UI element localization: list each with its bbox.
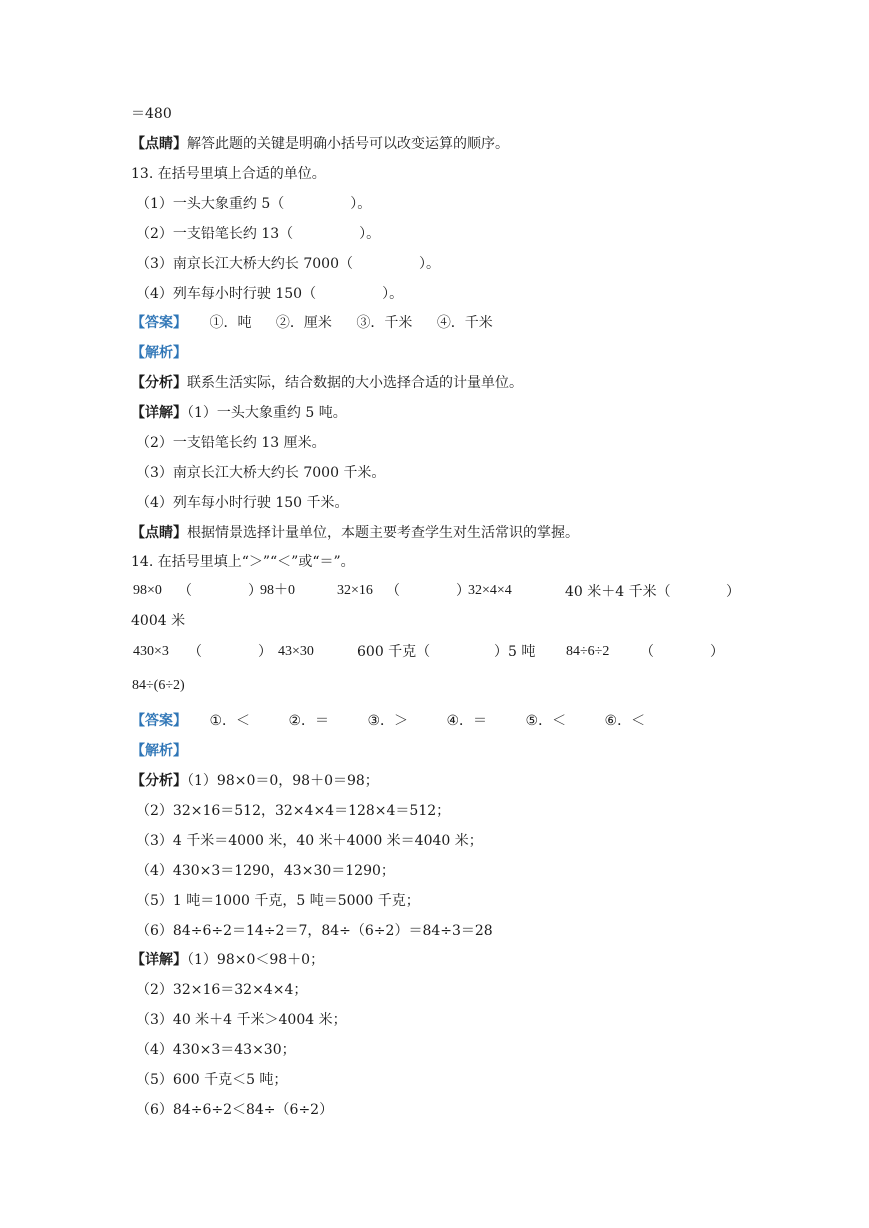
- q13-item-4-post: ）。: [382, 286, 404, 302]
- q14-expr-3-wrap: 4004 米: [131, 613, 186, 629]
- q14-paren-4-open: （: [188, 644, 202, 660]
- q14-xiangjie-5: （5）600 千克＜5 吨；: [136, 1072, 288, 1088]
- q13-dianjing-text: 根据情景选择计量单位，本题主要考查学生对生活常识的掌握。: [187, 525, 579, 541]
- q13-answer-label: 【答案】: [131, 315, 187, 331]
- q14-fenxi-1: [131, 771, 379, 791]
- q14-expr-2-right: 32×4×4: [468, 583, 512, 598]
- q14-answer-2: ②．＝: [288, 713, 330, 729]
- q13-item-2: [136, 224, 380, 244]
- q13-analysis-label: 【解析】: [131, 345, 187, 361]
- q13-fenxi-text: 联系生活实际，结合数据的大小选择合适的计量单位。: [187, 375, 523, 391]
- q13-item-4: [136, 284, 403, 304]
- q14-fenxi-label: 【分析】: [131, 773, 187, 789]
- q13-item-1: [136, 194, 371, 214]
- q13-xiangjie-2: （2）一支铅笔长约 13 厘米。: [136, 435, 326, 451]
- result-line: ＝480: [131, 106, 172, 122]
- q14-paren-6-close: ）: [710, 644, 724, 660]
- q14-xiangjie-3: （3）40 米＋4 千米＞4004 米；: [136, 1012, 347, 1028]
- q13-xiangjie-1: [131, 403, 347, 423]
- q14-expr-2-left: 32×16: [337, 583, 373, 598]
- q14-paren-3-close: ）: [726, 584, 740, 600]
- q13-item-1-post: ）。: [350, 196, 372, 212]
- q14-xiangjie-label: 【详解】: [131, 952, 187, 968]
- q14-fenxi-6: （6）84÷6÷2＝14÷2＝7，84÷（6÷2）＝84÷3＝28: [136, 923, 493, 939]
- q14-answer-1: ①．＜: [209, 713, 251, 729]
- q13-item-3: [136, 254, 440, 274]
- q14-fenxi-4: （4）430×3＝1290，43×30＝1290；: [136, 863, 395, 879]
- q14-expr-1-left: 98×0: [133, 583, 162, 598]
- q14-fenxi-3: （3）4 千米＝4000 米，40 米＋4000 米＝4040 米；: [136, 833, 483, 849]
- q13-answer-3: ③．千米: [356, 315, 413, 331]
- q13-item-2-pre: （2）一支铅笔长约 13（: [136, 226, 294, 242]
- q14-paren-2-open: （: [386, 583, 400, 599]
- q14-title: 14. 在括号里填上“＞”“＜”或“＝”。: [131, 554, 355, 570]
- q14-paren-2-close: ）: [456, 583, 470, 599]
- q13-fenxi-label: 【分析】: [131, 375, 187, 391]
- q13-dianjing: [131, 523, 579, 543]
- q13-dianjing-label: 【点睛】: [131, 525, 187, 541]
- q14-answer-4: ④．＝: [446, 713, 488, 729]
- q13-xiangjie-3: （3）南京长江大桥大约长 7000 千米。: [136, 465, 386, 481]
- q14-expr-3-left: 40 米＋4 千米（: [565, 584, 671, 600]
- q14-xiangjie-6: （6）84÷6÷2＜84÷（6÷2）: [136, 1102, 334, 1118]
- q14-expr-5-right: ）5 吨: [494, 644, 536, 660]
- q14-fenxi-5: （5）1 吨＝1000 千克，5 吨＝5000 千克；: [136, 893, 420, 909]
- q14-fenxi-2: （2）32×16＝512，32×4×4＝128×4＝512；: [136, 803, 451, 819]
- q13-xiangjie-4: （4）列车每小时行驶 150 千米。: [136, 495, 349, 511]
- q14-paren-1-close: ）: [248, 583, 262, 599]
- q13-title: 13. 在括号里填上合适的单位。: [131, 166, 326, 182]
- note-label: 【点睛】: [131, 136, 187, 152]
- q14-expr-6-left: 84÷6÷2: [566, 644, 610, 659]
- q14-expr-4-right: 43×30: [278, 644, 314, 659]
- q14-xiangjie-2: （2）32×16＝32×4×4；: [136, 982, 308, 998]
- q13-answer-2: ②．厘米: [275, 315, 332, 331]
- q14-paren-6-open: （: [640, 644, 654, 660]
- q14-paren-4-close: ）: [258, 644, 272, 660]
- note-text: 解答此题的关键是明确小括号可以改变运算的顺序。: [187, 136, 509, 152]
- q14-expr-6-wrap: 84÷(6÷2): [132, 678, 185, 693]
- q14-answer-6: ⑥．＜: [604, 713, 646, 729]
- q14-xiangjie-4: （4）430×3＝43×30；: [136, 1042, 296, 1058]
- q13-answer-1: ①．吨: [209, 315, 252, 331]
- q14-expr-5-left: 600 千克（: [357, 644, 431, 660]
- q14-analysis-label: 【解析】: [131, 743, 187, 759]
- q13-fenxi: [131, 373, 523, 393]
- q14-answer-line: [131, 711, 645, 731]
- q14-xiangjie-1: [131, 950, 324, 970]
- q13-item-1-pre: （1）一头大象重约 5（: [136, 196, 285, 212]
- q13-item-3-pre: （3）南京长江大桥大约长 7000（: [136, 256, 353, 272]
- q14-fenxi-text-1: （1）98×0＝0，98＋0＝98；: [187, 773, 379, 789]
- q14-expr-1-right: 98＋0: [260, 583, 295, 598]
- note-line: [131, 134, 509, 154]
- q13-item-2-post: ）。: [359, 226, 381, 242]
- q14-expr-4-left: 430×3: [133, 644, 169, 659]
- q14-answer-3: ③．＞: [367, 713, 409, 729]
- q13-answer-line: [131, 313, 493, 333]
- q13-xiangjie-text-1: （1）一头大象重约 5 吨。: [187, 405, 347, 421]
- q14-answer-5: ⑤．＜: [525, 713, 567, 729]
- q14-xiangjie-text-1: （1）98×0＜98＋0；: [187, 952, 325, 968]
- q14-paren-1-open: （: [178, 583, 192, 599]
- q13-xiangjie-label: 【详解】: [131, 405, 187, 421]
- q13-answer-4: ④．千米: [436, 315, 493, 331]
- q14-answer-label: 【答案】: [131, 713, 187, 729]
- q13-item-3-post: ）。: [419, 256, 440, 272]
- q13-item-4-pre: （4）列车每小时行驶 150（: [136, 286, 317, 302]
